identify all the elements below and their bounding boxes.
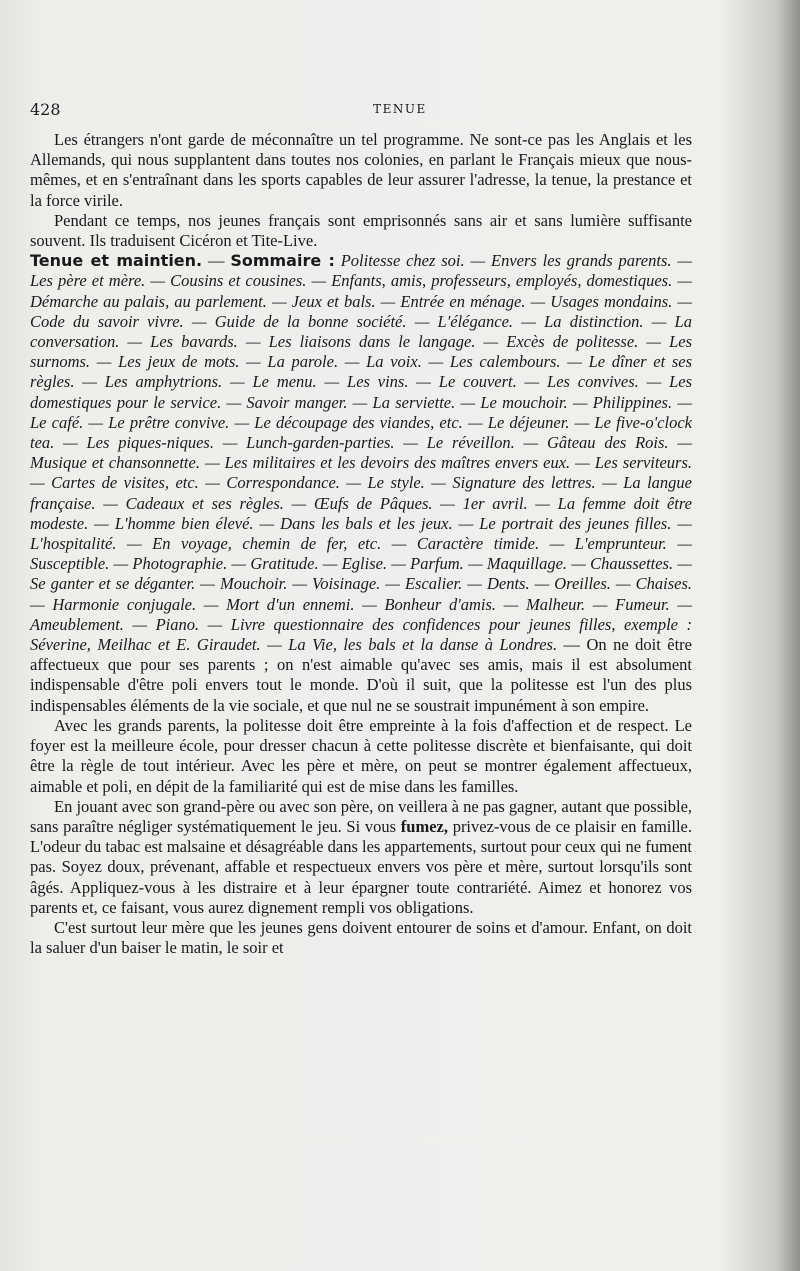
page-number: 428 xyxy=(30,100,61,119)
paragraph: Avec les grands parents, la politesse doit être empreinte à la fois d'affection et de respect. Le foyer est la meilleure école, pour dresser chacun à cette politesse discrète et bienfaisante, qui doit être la règle de tout intérieur. Avec les père et mère, on peut se montrer également affectueux, aimable et poli, en dépit de la familiarité qui est de mise dans les familles. xyxy=(30,715,692,796)
paragraph: Les étrangers n'ont garde de méconnaître un tel programme. Ne sont-ce pas les Anglais et les Allemands, qui nous supplantent dans toutes nos colonies, en parlant le Français mieux que nous-mêmes, et en s'entraînant dans les sports capables de leur assurer l'adresse, la tenue, la prestance et la force virile. xyxy=(30,130,692,210)
body-text xyxy=(30,130,692,958)
running-title: TENUE xyxy=(373,102,427,116)
summary-items: Politesse chez soi. — Envers les grands parents. — Les père et mère. — Cousins et cousines. — Enfants, amis, professeurs, employés, domestiques. — Démarche au palais, au parlement. — Jeux et bals. — Entrée en ménage. — Usages mondains. — Code du savoir vivre. — Guide de la bonne société. — L'élégance. — La distinction. — La conversation. — Les bavards. — Les liaisons dans le langage. — Excès de politesse. — Les surnoms. — Les jeux de mots. — La parole. — La voix. — Les calembours. — Le dîner et ses règles. — Les amphytrions. — Le menu. — Les vins. — Le couvert. — Les convives. — Les domestiques pour le service. — Savoir manger. — La serviette. — Le mouchoir. — Philippines. — Le café. — Le prêtre convive. — Le découpage des viandes, etc. — Le déjeuner. — Le five-o'clock tea. — Les piques-niques. — Lunch-garden-parties. — Le réveillon. — Gâteau des Rois. — Musique et chansonnette. — Les militaires et les devoirs des maîtres envers eux. — Les serviteurs. — Cartes de visites, etc. — Correspondance. — Le style. — Signature des lettres. — La langue française. — Cadeaux et ses règles. — Œufs de Pâques. — 1er avril. — La femme doit être modeste. — L'homme bien élevé. — Dans les bals et les jeux. — Le portrait des jeunes filles. — L'hospitalité. — En voyage, chemin de fer, etc. — Caractère timide. — L'emprunteur. — Susceptible. — Photographie. — Gratitude. — Eglise. — Parfum. — Maquillage. — Chaussettes. — Se ganter et se déganter. — Mouchoir. — Voisinage. — Escalier. — Dents. — Oreilles. — Chaises. — Harmonie conjugale. — Mort d'un ennemi. — Bonheur d'amis. — Malheur. — Fumeur. — Ameublement. — Piano. — Livre questionnaire des confidences pour jeunes filles, exemple : Séverine, Meilhac et E. Giraudet. — La Vie, les bals et la danse à Londres. xyxy=(30,251,692,655)
summary-tail: — On ne doit être affectueux que pour ses parents ; on n'est aimable qu'avec ses amis, mais il est absolument indispensable d'être poli envers tout le monde. D'où il suit, que la politesse est l'un des plus indispensables éléments de la vie sociale, et que nul ne se soustrait impunément à son empire. xyxy=(30,635,692,715)
paragraph: C'est surtout leur mère que les jeunes gens doivent entourer de soins et d'amour. Enfant, on doit la saluer d'un baiser le matin, le soir et xyxy=(30,917,692,958)
paragraph xyxy=(30,797,692,918)
paragraph-part: En jouant avec son grand-père ou avec son père, on veillera à ne pas gagner, autant que possible, sans paraître négliger systématiquement le jeu. Si vous xyxy=(30,796,693,836)
page-header xyxy=(30,100,770,124)
emphasis-fumez: fumez, xyxy=(400,816,448,836)
heading-dash: — xyxy=(202,251,231,271)
paragraph-part: privez-vous de ce plaisir en famille. L'odeur du tabac est malsaine et désagréable dans les appartements, surtout pour ceux qui ne fument pas. Soyez doux, prévenant, affable et respectueux envers vos père et mère, surtout lorsqu'ils sont âgés. Appliquez-vous à les distraire et à leur épargner toute contrariété. Aimez et honorez vos parents et, ce faisant, vous aurez dignement rempli vos obligations. xyxy=(30,816,693,917)
summary-label: Sommaire : xyxy=(230,251,335,271)
paragraph: Pendant ce temps, nos jeunes français sont emprisonnés sans air et sans lumière suffisante souvent. Ils traduisent Cicéron et Tite-Live. xyxy=(30,210,692,251)
section-summary xyxy=(30,251,692,716)
section-heading: Tenue et maintien. xyxy=(30,251,203,271)
